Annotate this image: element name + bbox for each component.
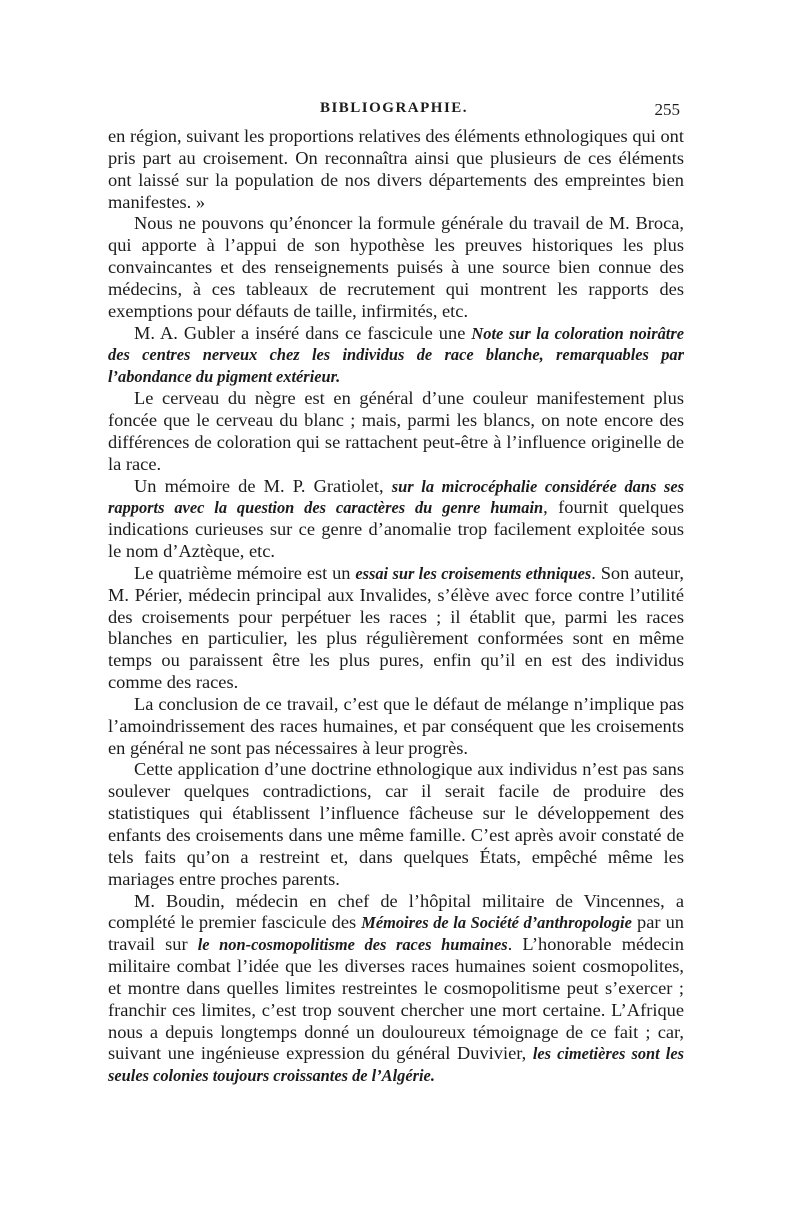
paragraph <box>108 563 684 694</box>
text-run: Nous ne pouvons qu’énoncer la formule générale du travail de M. Broca, qui apporte à l’appui de son hypothèse les preuves historiques les plus convaincantes et des renseignements puisés à une source bien connue des médecins, à ces tableaux de recrutement qui montrent les rapports des exemptions pour défauts de taille, infirmités, etc. <box>108 213 684 321</box>
paragraph <box>108 323 684 389</box>
paragraph <box>108 891 684 1088</box>
text-run: M. A. Gubler a inséré dans ce fascicule une <box>134 322 472 343</box>
text-run: . L’honorable médecin militaire combat l’idée que les diverses races humaines soient cosmopolites, et montre dans quelles limites restreintes le cosmopolitisme peut s’exercer ; franchir ces limites, c’est trop souvent chercher une mort certaine. L’Afrique nous a depuis longtemps donné un douloureux témoignage de ce fait ; car, suivant une ingénieuse expression du général Duvivier, <box>108 934 684 1064</box>
page-header <box>108 100 680 124</box>
text-run: en région, suivant les proportions relatives des éléments ethnologiques qui ont pris part au croisement. On reconnaîtra ainsi que plusieurs de ces éléments ont laissé sur la population de nos divers départements des empreintes bien manifestes. » <box>108 126 684 212</box>
text-run: Le cerveau du nègre est en général d’une couleur manifestement plus foncée que le cerveau du blanc ; mais, parmi les blancs, on note encore des différences de coloration qui se rattachent peut-être à l’influence originelle de la race. <box>108 388 684 474</box>
italic-title: les cimetières sont les seules colonies toujours croissantes de l’Algérie. <box>108 1044 684 1086</box>
text-run: La conclusion de ce travail, c’est que le défaut de mélange n’implique pas l’amoindrissement des races humaines, et par conséquent que les croisements en général ne sont pas nécessaires à leur progrès. <box>108 693 684 758</box>
italic-title: Note sur la coloration noirâtre des centres nerveux chez les individus de race blanche, remarquables par l’abondance du pigment extérieur. <box>108 323 684 387</box>
text-run: M. Boudin, médecin en chef de l’hôpital militaire de Vincennes, a complété le premier fascicule des <box>108 890 684 933</box>
text-run: Cette application d’une doctrine ethnologique aux individus n’est pas sans soulever quelques contradictions, car il serait facile de produire des statistiques qui établissent l’influence fâcheuse sur le développement des enfants des croisements dans une même famille. C’est après avoir constaté de tels faits qu’on a restreint et, dans quelques États, empêché même les mariages entre proches parents. <box>108 759 684 889</box>
text-run: , fournit quelques indications curieuses sur ce genre d’anomalie trop facilement exploitée sous le nom d’Aztèque, etc. <box>108 497 684 562</box>
text-run: Le quatrième mémoire est un <box>134 562 356 583</box>
italic-title: essai sur les croisements ethniques <box>355 563 592 583</box>
running-title: BIBLIOGRAPHIE. <box>319 100 469 116</box>
text-run: Un mémoire de M. P. Gratiolet, <box>134 475 392 496</box>
paragraph <box>108 759 684 890</box>
paragraph <box>108 694 684 760</box>
italic-title: Mémoires de la Société d’anthropologie <box>361 913 632 933</box>
text-run: . Son auteur, M. Périer, médecin principal aux Invalides, s’élève avec force contre l’utilité des croisements pour perpétuer les races ; il établit que, parmi les races blanches en particulier, les plus régulièrement conformées sont en même temps ou paraissent être les plus pures, enfin qu’il en est des individus comme des races. <box>108 562 684 693</box>
paragraph <box>108 213 684 322</box>
paragraph <box>108 126 684 213</box>
paragraph <box>108 476 684 563</box>
paragraph <box>108 388 684 475</box>
body-text <box>108 126 684 1087</box>
italic-title: sur la microcéphalie considérée dans ses rapports avec la question des caractères du genre humain <box>108 476 684 518</box>
page-number: 255 <box>654 100 680 119</box>
text-run: par un travail sur <box>108 912 684 955</box>
italic-title: le non-cosmopolitisme des races humaines <box>197 935 508 955</box>
